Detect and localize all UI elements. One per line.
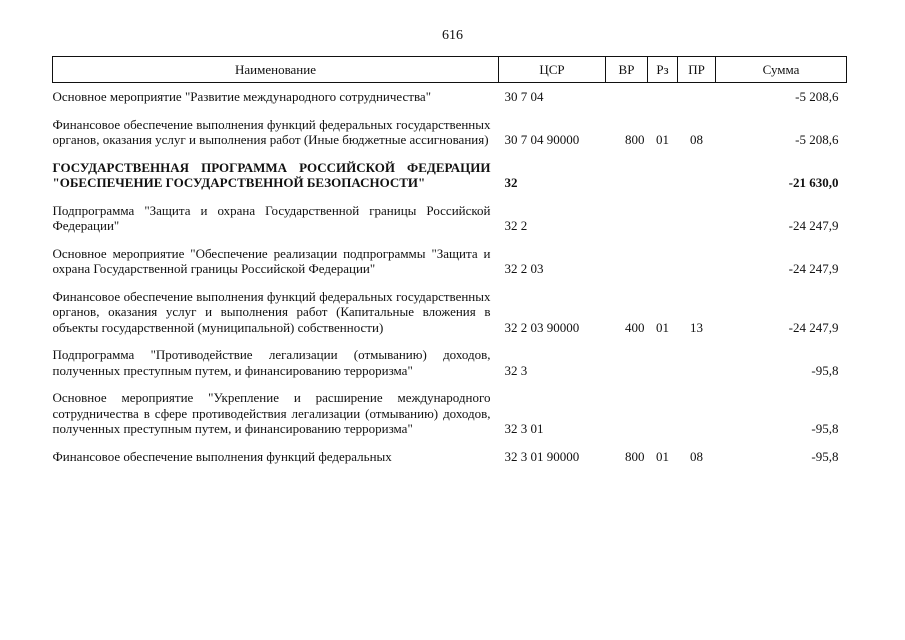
header-csr: ЦСР <box>499 57 606 83</box>
budget-table <box>52 56 847 467</box>
header-sum: Сумма <box>716 57 847 83</box>
row-pr <box>678 194 716 237</box>
table-row <box>53 338 847 381</box>
row-vr <box>606 381 648 440</box>
row-name: Подпрограмма "Противодействие легализации (отмыванию) доходов, полученных преступным путем, и финансированию терроризма" <box>52 347 491 378</box>
row-vr <box>606 237 648 280</box>
row-name: Основное мероприятие "Развитие международного сотрудничества" <box>52 89 432 104</box>
row-csr: 32 2 03 <box>504 261 544 276</box>
row-name: Основное мероприятие "Укрепление и расширение международного сотрудничества в сфере противодействия легализации (отмыванию) доходов, полученных преступным путем, и финансированию терроризма" <box>52 390 491 436</box>
table-header <box>53 57 847 83</box>
row-rz: 01 <box>656 132 669 147</box>
row-rz <box>648 194 678 237</box>
row-sum: -95,8 <box>811 448 839 464</box>
row-csr: 32 3 01 90000 <box>504 448 580 464</box>
row-csr: 32 3 <box>504 362 528 378</box>
table-row <box>53 280 847 339</box>
row-csr: 32 2 <box>504 218 528 233</box>
row-name: Основное мероприятие "Обеспечение реализации подпрограммы "Защита и охрана Государственной границы Российской Федерации" <box>52 245 491 276</box>
row-rz <box>648 151 678 194</box>
row-rz <box>648 237 678 280</box>
table-row <box>53 194 847 237</box>
table-row <box>53 108 847 151</box>
row-sum: -24 247,9 <box>788 319 839 335</box>
row-csr: 30 7 04 <box>504 89 544 104</box>
row-csr: 32 2 03 90000 <box>504 319 580 335</box>
row-vr <box>606 338 648 381</box>
header-vr: ВР <box>606 57 648 83</box>
table-row <box>53 440 847 468</box>
row-vr <box>606 194 648 237</box>
row-rz <box>648 83 678 108</box>
table-row <box>53 83 847 108</box>
row-pr <box>678 381 716 440</box>
row-name: Финансовое обеспечение выполнения функций федеральных государственных органов, оказания услуг и выполнения работ (Капитальные вложения в объекты государственной (муниципальной) собственности) <box>52 288 491 335</box>
row-name: ГОСУДАРСТВЕННАЯ ПРОГРАММА РОССИЙСКОЙ ФЕДЕРАЦИИ "ОБЕСПЕЧЕНИЕ ГОСУДАРСТВЕННОЙ БЕЗОПАСНОСТИ" <box>52 159 491 190</box>
header-name: Наименование <box>53 57 499 83</box>
page-number: 616 <box>442 28 463 43</box>
row-rz <box>648 338 678 381</box>
row-csr: 30 7 04 90000 <box>504 132 580 147</box>
row-rz <box>648 381 678 440</box>
row-name: Подпрограмма "Защита и охрана Государственной границы Российской Федерации" <box>52 202 491 233</box>
row-rz: 01 <box>656 319 669 335</box>
row-pr <box>678 151 716 194</box>
row-name: Финансовое обеспечение выполнения функций федеральных <box>52 448 392 464</box>
row-vr <box>606 83 648 108</box>
row-csr: 32 <box>504 175 518 190</box>
row-pr: 13 <box>690 319 703 335</box>
table-row <box>53 151 847 194</box>
row-vr: 400 <box>625 319 645 335</box>
row-csr: 32 3 01 <box>504 421 544 436</box>
header-rz: Рз <box>648 57 678 83</box>
row-pr: 08 <box>690 132 703 147</box>
row-rz: 01 <box>656 448 669 464</box>
row-pr <box>678 338 716 381</box>
row-name: Финансовое обеспечение выполнения функций федеральных государственных органов, оказания услуг и выполнения работ (Иные бюджетные ассигнования) <box>52 116 491 147</box>
row-vr <box>606 151 648 194</box>
row-sum: -5 208,6 <box>795 132 839 147</box>
table-row <box>53 237 847 280</box>
row-sum: -24 247,9 <box>788 218 839 233</box>
header-pr: ПР <box>678 57 716 83</box>
table-body <box>53 83 847 468</box>
row-pr <box>678 83 716 108</box>
row-sum: -21 630,0 <box>788 175 839 190</box>
row-sum: -5 208,6 <box>795 89 839 104</box>
row-pr <box>678 237 716 280</box>
row-sum: -24 247,9 <box>788 261 839 276</box>
row-vr: 800 <box>625 448 645 464</box>
row-sum: -95,8 <box>811 362 839 378</box>
table-row <box>53 381 847 440</box>
row-sum: -95,8 <box>811 421 839 436</box>
row-vr: 800 <box>625 132 645 147</box>
row-pr: 08 <box>690 448 703 464</box>
